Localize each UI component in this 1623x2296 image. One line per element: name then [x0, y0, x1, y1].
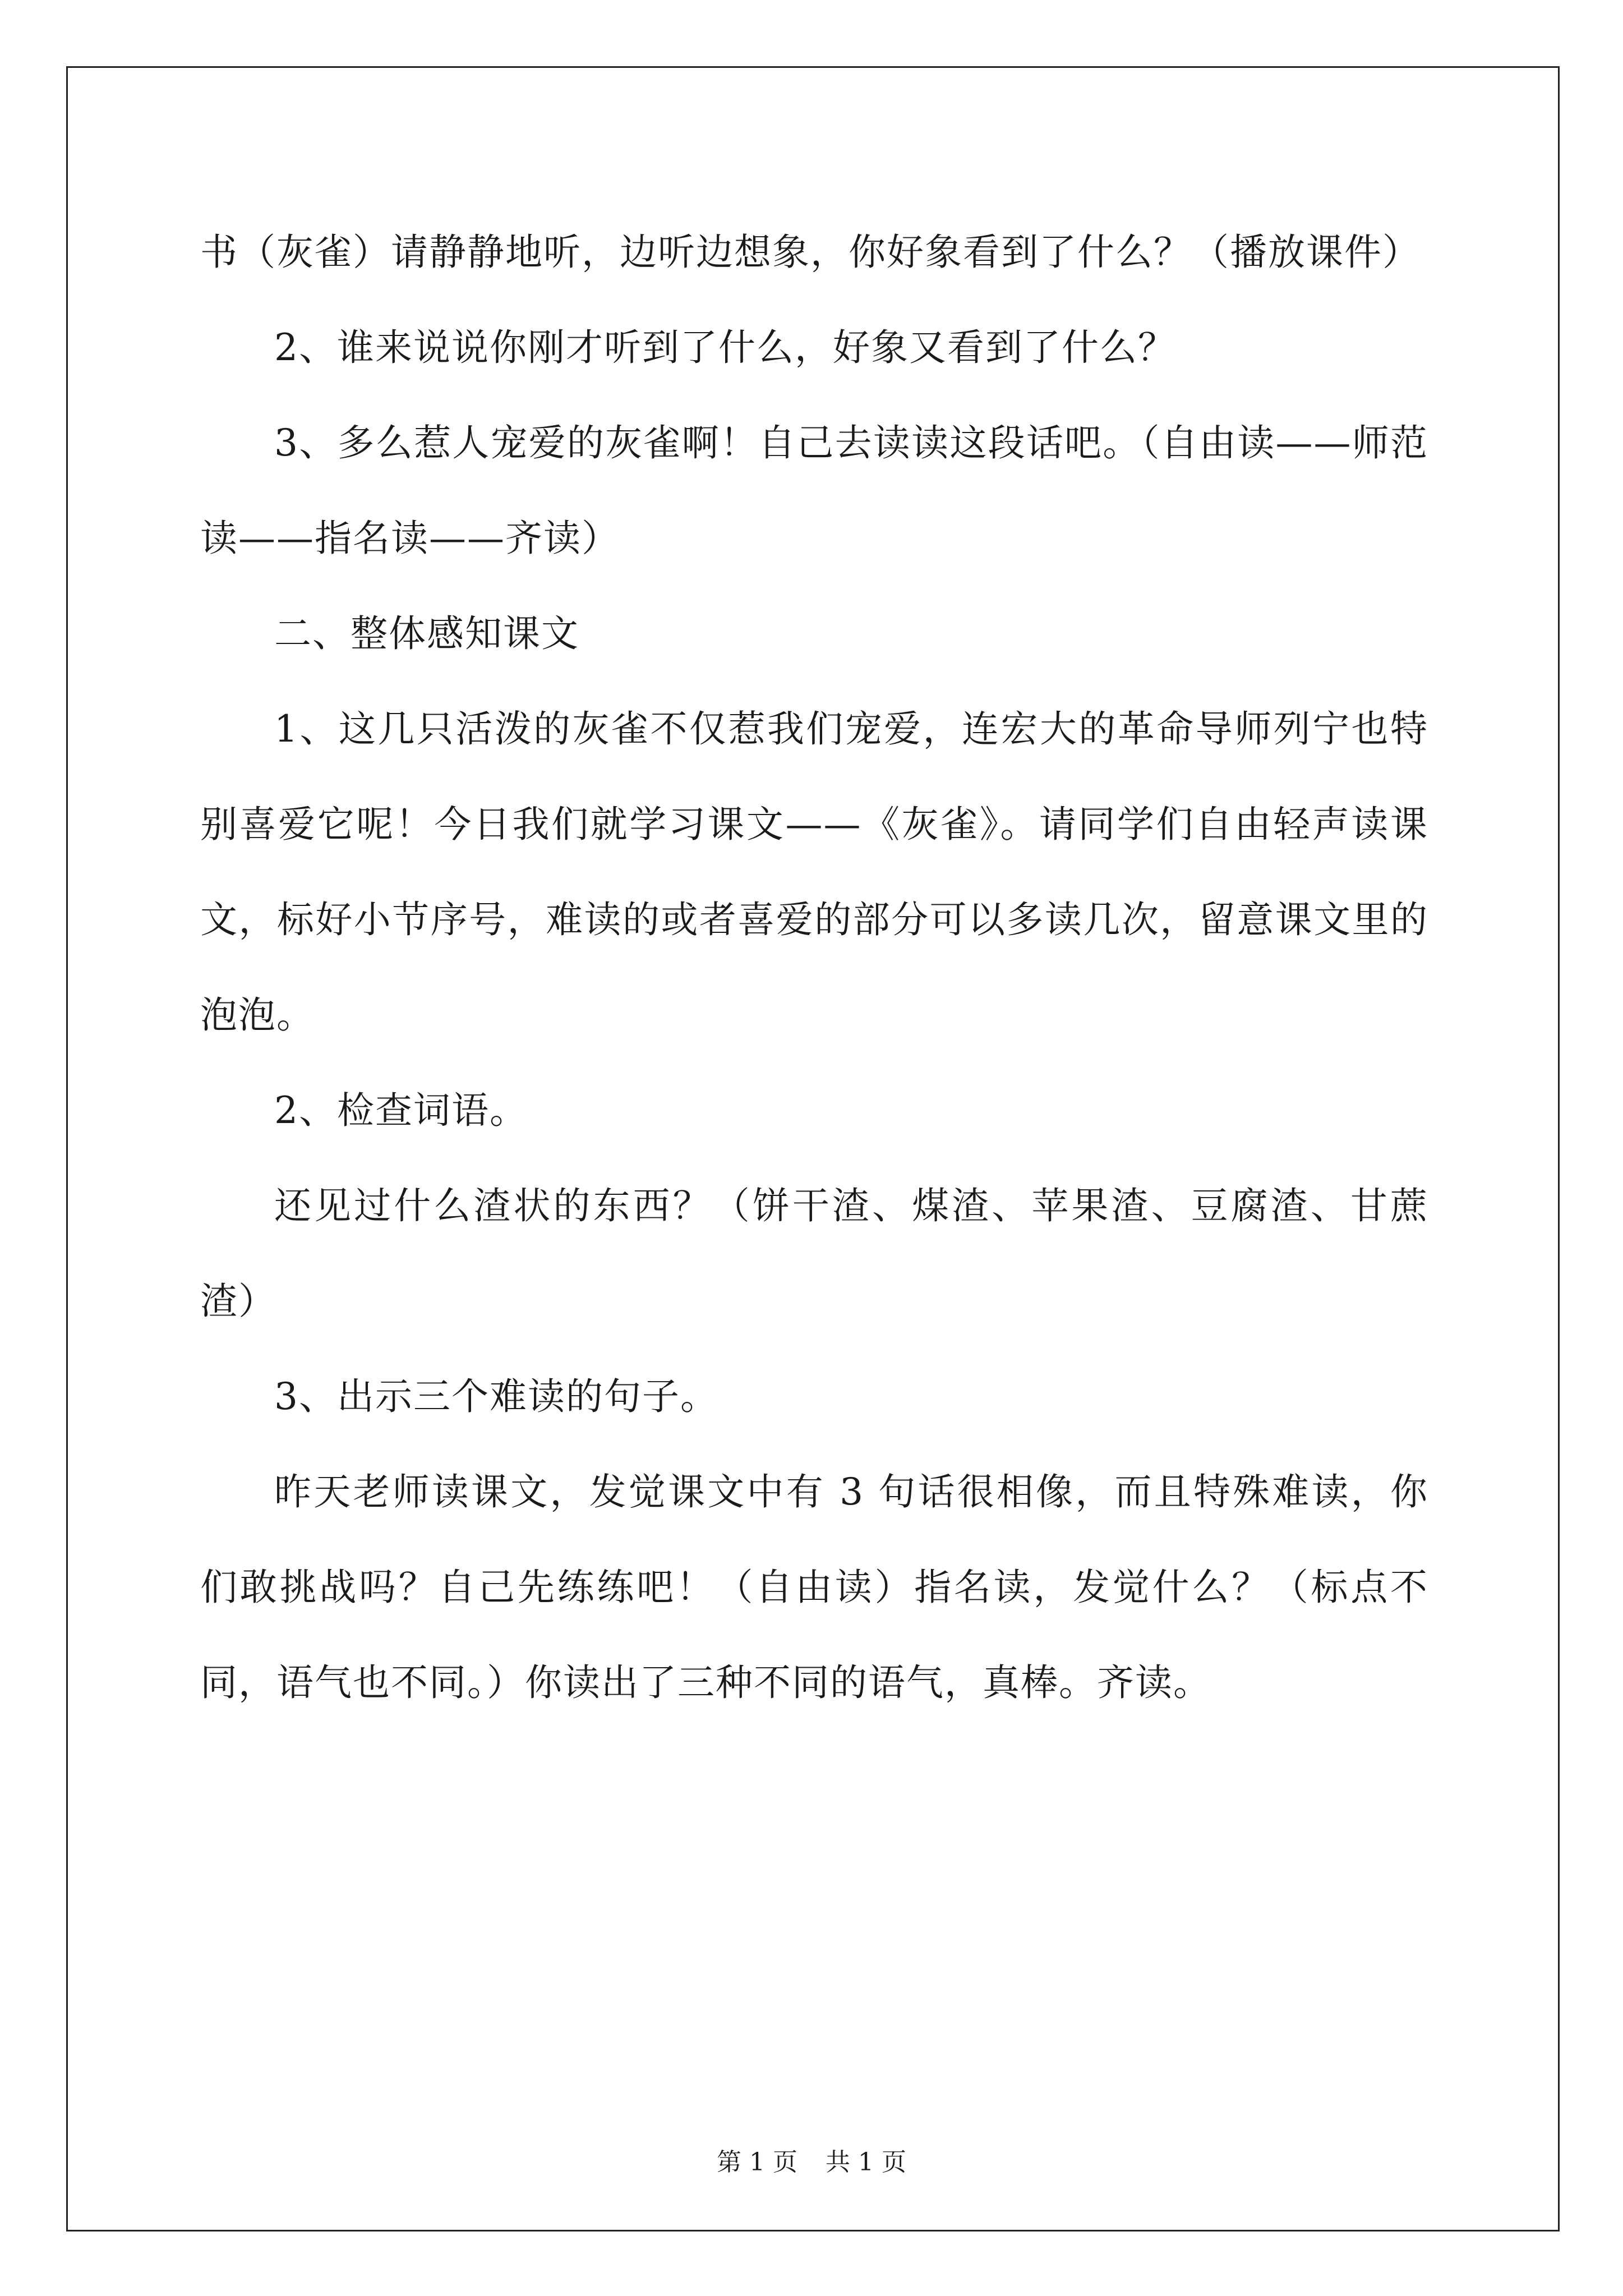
page-footer	[0, 2142, 1623, 2178]
paragraph-2: 2、谁来说说你刚才听到了什么，好象又看到了什么？	[274, 326, 1176, 369]
page-number: 第 1 页	[717, 2148, 797, 2177]
paragraph-3: 3、多么惹人宠爱的灰雀啊！自己去读读这段话吧。（自由读——师范读——指名读——齐读）	[200, 421, 1428, 560]
paragraph-5: 1、这几只活泼的灰雀不仅惹我们宠爱，连宏大的革命导师列宁也特别喜爱它呢！今日我们就学习课文——《灰雀》。请同学们自由轻声读课文，标好小节序号，难读的或者喜爱的部分可以多读几次，留意课文里的泡泡。	[200, 707, 1428, 1037]
document-body	[200, 205, 1428, 1731]
paragraph-9: 昨天老师读课文，发觉课文中有 3 句话很相像，而且特殊难读，你们敢挑战吗？自己先练练吧！（自由读）指名读，发觉什么？（标点不同，语气也不同。）你读出了三种不同的语气，真棒。齐读。	[200, 1470, 1428, 1704]
paragraph-8: 3、出示三个难读的句子。	[274, 1375, 718, 1418]
page-total: 共 1 页	[826, 2148, 906, 2177]
paragraph-7: 还见过什么渣状的东西？（饼干渣、煤渣、苹果渣、豆腐渣、甘蔗渣）	[200, 1184, 1428, 1323]
section-heading: 二、整体感知课文	[274, 612, 579, 655]
paragraph-1: 书（灰雀）请静静地听，边听边想象，你好象看到了什么？（播放课件）	[200, 231, 1421, 274]
paragraph-6: 2、检查词语。	[274, 1089, 528, 1132]
